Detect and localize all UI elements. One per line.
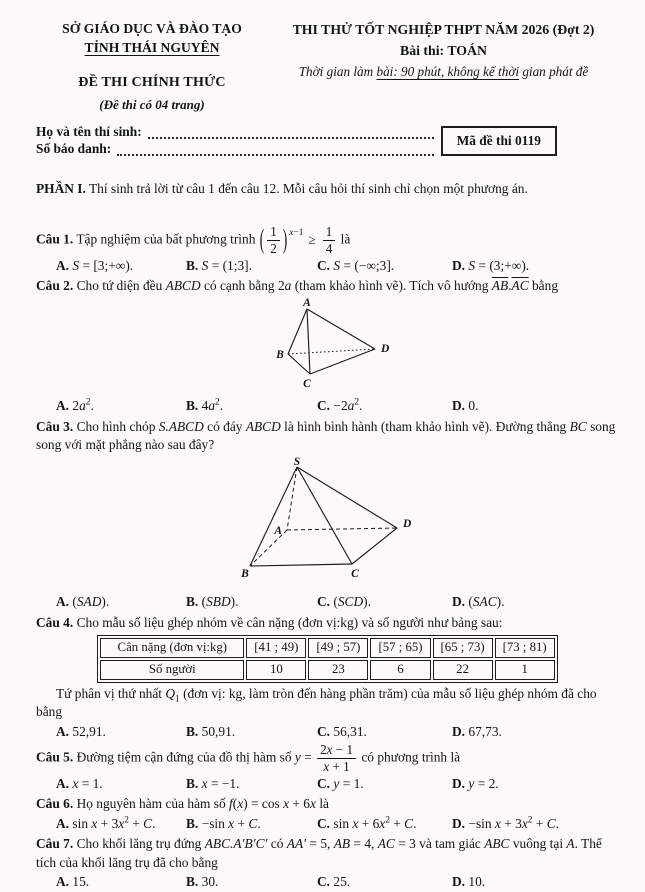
option-text: 30. — [201, 874, 219, 890]
q6-text: Câu 6. Họ nguyên hàm của hàm số f(x) = cos x + 6x là — [36, 796, 329, 812]
vertex-label-A: A — [302, 296, 311, 309]
q7-options — [56, 873, 619, 892]
candidate-name-line — [36, 125, 436, 142]
candidate-id-label: Số báo danh: — [36, 141, 112, 157]
option-text: S = (−∞;3]. — [333, 257, 395, 273]
q1-inequality-sign: ≥ — [308, 231, 316, 247]
option-key: D. — [452, 398, 466, 414]
option-text: 15. — [72, 874, 90, 890]
q5-fraction: $\frac{2x - 1}{x + 1}$ — [317, 743, 356, 774]
table-cell: Số người — [100, 660, 244, 680]
q1-exponent: x−1 — [289, 227, 304, 238]
answer-option — [452, 593, 619, 612]
q4-options — [56, 723, 619, 742]
option-key: C. — [317, 874, 331, 890]
answer-option — [317, 815, 452, 834]
table-cell: 6 — [370, 660, 430, 680]
q4-intro: Câu 4. Cho mẫu số liệu ghép nhóm về cân nặng (đơn vị:kg) và số người như bảng sau: — [36, 614, 503, 630]
option-key: D. — [452, 594, 466, 610]
table-cell: [49 ; 57) — [308, 638, 368, 658]
vertex-label-B: B — [240, 567, 249, 580]
option-text: −sin x + C. — [201, 815, 261, 831]
q1-text-tail: là — [337, 231, 351, 247]
answer-option — [186, 815, 317, 834]
question-3 — [36, 418, 619, 455]
question-2 — [36, 277, 619, 296]
answer-option — [56, 815, 186, 834]
vertex-label-D: D — [402, 517, 411, 530]
candidate-id-blank — [117, 154, 434, 156]
option-key: B. — [186, 257, 199, 273]
option-text: 10. — [468, 874, 486, 890]
option-text: S = [3;+∞). — [72, 257, 134, 273]
option-text: 56,31. — [333, 723, 367, 739]
q4-question-line: Tứ phân vị thứ nhất $Q_1$ (đơn vị: kg, làm tròn đến hàng phần trăm) của mẫu số liệu ghép nhóm đã cho bằng — [36, 685, 597, 720]
question-7 — [36, 835, 619, 872]
option-key: D. — [452, 815, 466, 831]
option-key: D. — [452, 775, 466, 791]
option-key: A. — [56, 257, 70, 273]
option-key: C. — [317, 594, 331, 610]
answer-option — [186, 873, 317, 892]
option-key: C. — [317, 775, 331, 791]
exam-title: THI THỬ TỐT NGHIỆP THPT NĂM 2026 (Đợt 2) — [292, 22, 595, 37]
answer-option — [317, 873, 452, 892]
answer-option — [56, 593, 186, 612]
option-text: $4a^2$. — [201, 397, 224, 414]
q4-frequency-table — [97, 635, 557, 682]
candidate-name-label: Họ và tên thí sinh: — [36, 124, 142, 140]
vertex-label-B: B — [275, 348, 284, 361]
table-cell: 10 — [246, 660, 306, 680]
option-text: 50,91. — [201, 723, 236, 739]
option-key: C. — [317, 398, 331, 414]
answer-option — [452, 815, 619, 834]
vertex-label-C: C — [350, 567, 359, 580]
table-cell: [57 ; 65) — [370, 638, 430, 658]
option-key: C. — [317, 723, 331, 739]
q2-figure-wrap — [36, 297, 619, 397]
option-key: B. — [186, 723, 199, 739]
vertex-label-D: D — [380, 342, 389, 355]
option-key: D. — [452, 723, 466, 739]
q7-text: Câu 7. Cho khối lăng trụ đứng ABC.A′B′C′ có AA′ = 5, AB = 4, AC = 3 và tam giác ABC vuông tại A. Thể tích của khối lăng trụ đã cho bằng — [36, 836, 602, 870]
exam-header — [36, 20, 619, 114]
option-text: (SAC). — [468, 594, 505, 610]
answer-option — [452, 775, 619, 794]
option-text: $-2a^2$. — [333, 397, 363, 414]
question-5 — [36, 743, 619, 774]
option-text: S = (1;3]. — [201, 257, 252, 273]
question-4 — [36, 614, 619, 633]
option-key: A. — [56, 775, 70, 791]
option-key: B. — [186, 815, 199, 831]
option-text: x = −1. — [201, 775, 240, 791]
answer-option — [186, 775, 317, 794]
issuer-dept: SỞ GIÁO DỤC VÀ ĐÀO TẠO — [62, 21, 242, 36]
table-cell: Cân nặng (đơn vị:kg) — [100, 638, 244, 658]
tetrahedron-figure — [261, 297, 395, 391]
question-1 — [36, 225, 619, 256]
option-text: $2a^2$. — [72, 397, 94, 414]
q1-text: Câu 1. Tập nghiệm của bất phương trình — [36, 231, 259, 247]
exam-code-box: Mã đề thi 0119 — [441, 126, 557, 157]
vertex-label-C: C — [302, 377, 311, 390]
q3-figure-wrap — [36, 456, 619, 593]
answer-option — [186, 257, 317, 276]
open-paren: ( — [259, 223, 265, 255]
answer-option — [452, 723, 619, 742]
q3-options — [56, 593, 619, 612]
option-text: (SBD). — [201, 594, 239, 610]
option-text: y = 2. — [468, 775, 499, 791]
option-key: B. — [186, 874, 199, 890]
page-count-note: (Đề thi có 04 trang) — [99, 96, 205, 112]
q5-options — [56, 775, 619, 794]
candidate-section — [36, 125, 619, 167]
answer-option — [452, 397, 619, 416]
option-text: y = 1. — [333, 775, 364, 791]
q1-fraction-half: $\frac{1}{2}$ — [267, 225, 280, 256]
option-text: S = (3;+∞). — [468, 257, 530, 273]
q6-options — [56, 815, 619, 834]
option-key: B. — [186, 775, 199, 791]
question-6 — [36, 795, 619, 814]
exam-subject: Bài thi: TOÁN — [400, 43, 487, 59]
answer-option — [186, 723, 317, 742]
issuer-province: TỈNH THÁI NGUYÊN — [84, 39, 220, 55]
q2-options — [56, 397, 619, 416]
option-key: D. — [452, 257, 466, 273]
option-text: (SAD). — [72, 594, 110, 610]
option-key: A. — [56, 594, 70, 610]
q5-text: Câu 5. Đường tiệm cận đứng của đồ thị hàm số y = — [36, 749, 316, 765]
option-key: D. — [452, 874, 466, 890]
part1-heading: PHẦN I. Thí sinh trả lời từ câu 1 đến câu 12. Mỗi câu hỏi thí sinh chỉ chọn một phương án. — [36, 180, 528, 196]
candidate-lines — [36, 125, 436, 159]
option-text: x = 1. — [72, 775, 103, 791]
vertex-label-S: S — [293, 455, 300, 468]
option-text: 67,73. — [468, 723, 502, 739]
exam-duration: Thời gian làm bài: 90 phút, không kể thời gian phát đề — [298, 64, 589, 80]
option-text: $\sin x + 3x^2 + C$. — [72, 815, 156, 831]
option-text: (SCD). — [333, 594, 371, 610]
answer-option — [317, 723, 452, 742]
answer-option — [56, 873, 186, 892]
answer-option — [317, 593, 452, 612]
option-key: C. — [317, 257, 331, 273]
option-key: A. — [56, 723, 70, 739]
q2-text: Câu 2. Cho tứ diện đều ABCD có cạnh bằng 2a (tham khảo hình vẽ). Tích vô hướng $\overline{AB}.\overline{AC}$ bằng — [36, 278, 559, 294]
table-cell: [73 ; 81) — [495, 638, 555, 658]
table-cell: 23 — [308, 660, 368, 680]
q1-options — [56, 257, 619, 276]
option-key: B. — [186, 398, 199, 414]
answer-option — [452, 873, 619, 892]
exam-title-block — [268, 20, 619, 114]
option-text: $\sin x + 6x^2 + C$. — [333, 815, 417, 831]
option-text: 0. — [468, 398, 479, 414]
answer-option — [186, 397, 317, 416]
option-key: A. — [56, 398, 70, 414]
answer-option — [56, 723, 186, 742]
table-cell: 22 — [433, 660, 493, 680]
option-text: −sin $x + 3x^2 + C$. — [468, 815, 560, 831]
table-cell: 1 — [495, 660, 555, 680]
candidate-name-blank — [148, 137, 434, 139]
pyramid-figure — [239, 456, 417, 587]
answer-option — [56, 397, 186, 416]
q1-fraction-quarter: $\frac{1}{4}$ — [323, 225, 336, 256]
answer-option — [317, 775, 452, 794]
issuer-block — [36, 20, 268, 114]
official-exam-label: ĐỀ THI CHÍNH THỨC — [78, 74, 226, 90]
option-key: A. — [56, 815, 70, 831]
option-text: 52,91. — [72, 723, 106, 739]
answer-option — [56, 257, 186, 276]
answer-option — [317, 257, 452, 276]
table-cell: [65 ; 73) — [433, 638, 493, 658]
answer-option — [452, 257, 619, 276]
answer-option — [56, 775, 186, 794]
q5-text-tail: có phương trình là — [358, 749, 461, 765]
q3-text: Câu 3. Cho hình chóp S.ABCD có đáy ABCD là hình bình hành (tham khảo hình vẽ). Đường thẳng BC song song với mặt phẳng nào sau đây? — [36, 418, 616, 453]
vertex-label-A: A — [273, 524, 282, 537]
option-key: C. — [317, 815, 331, 831]
answer-option — [317, 397, 452, 416]
option-key: B. — [186, 594, 199, 610]
table-cell: [41 ; 49) — [246, 638, 306, 658]
close-paren: ) — [282, 223, 288, 255]
option-key: A. — [56, 874, 70, 890]
option-text: 25. — [333, 874, 351, 890]
candidate-id-line — [36, 142, 436, 159]
answer-option — [186, 593, 317, 612]
